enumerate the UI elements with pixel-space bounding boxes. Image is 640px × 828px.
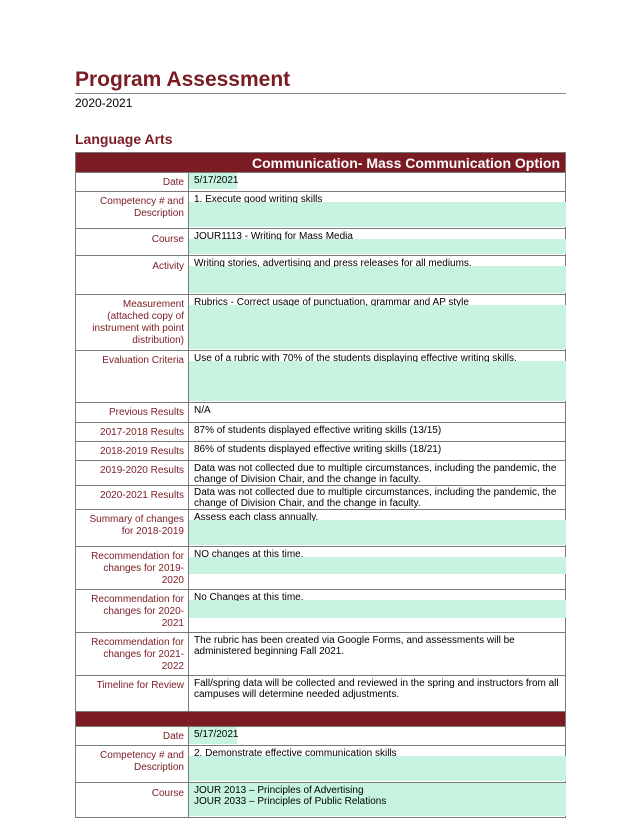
row-label-rec-2020-2021: Recommendation for changes for 2020-2021	[76, 590, 189, 633]
table-row	[76, 442, 566, 461]
row-label-previous: Previous Results	[76, 403, 189, 423]
table-row	[76, 746, 566, 783]
table-row	[76, 676, 566, 712]
row-label-competency: Competency # and Description	[76, 192, 189, 229]
row-value-previous: N/A	[189, 403, 566, 423]
row-value-activity: Writing stories, advertising and press releases for all mediums.	[189, 256, 566, 295]
title-divider	[75, 93, 566, 94]
row-value-2018-2019: 86% of students displayed effective writing skills (18/21)	[189, 442, 566, 461]
row-label-summary: Summary of changes for 2018-2019	[76, 510, 189, 547]
table-row	[76, 486, 566, 510]
row-label-rec-2021-2022: Recommendation for changes for 2021-2022	[76, 633, 189, 676]
table-row	[76, 590, 566, 633]
table-row	[76, 633, 566, 676]
row-value-competency-2: 2. Demonstrate effective communication skills	[189, 746, 566, 783]
table-row	[76, 403, 566, 423]
section-heading: Language Arts	[75, 131, 173, 147]
table-title: Communication- Mass Communication Option	[76, 153, 566, 173]
row-value-measurement: Rubrics - Correct usage of punctuation, grammar and AP style	[189, 295, 566, 351]
row-label-rec-2019-2020: Recommendation for changes for 2019-2020	[76, 547, 189, 590]
row-label-2019-2020: 2019-2020 Results	[76, 461, 189, 486]
row-label-activity: Activity	[76, 256, 189, 295]
row-value-timeline: Fall/spring data will be collected and reviewed in the spring and instructors from all campuses will determine needed adjustments.	[189, 676, 566, 712]
table-row	[76, 547, 566, 590]
assessment-table	[75, 152, 566, 818]
page-title: Program Assessment	[75, 68, 291, 91]
row-label-2018-2019: 2018-2019 Results	[76, 442, 189, 461]
table-row	[76, 256, 566, 295]
row-label-2020-2021: 2020-2021 Results	[76, 486, 189, 510]
row-label-measurement: Measurement (attached copy of instrument with point distribution)	[76, 295, 189, 351]
row-label-2017-2018: 2017-2018 Results	[76, 423, 189, 442]
table-row	[76, 783, 566, 818]
table-row	[76, 351, 566, 403]
table-row	[76, 510, 566, 547]
table-row	[76, 173, 566, 192]
row-label-timeline: Timeline for Review	[76, 676, 189, 712]
row-value-date: 5/17/2021	[189, 173, 566, 192]
row-value-rec-2021-2022: The rubric has been created via Google Forms, and assessments will be administered beginning Fall 2021.	[189, 633, 566, 676]
row-value-summary: Assess each class annually.	[189, 510, 566, 547]
table-row	[76, 229, 566, 256]
row-value-evaluation: Use of a rubric with 70% of the students displaying effective writing skills.	[189, 351, 566, 403]
row-value-rec-2020-2021: No Changes at this time.	[189, 590, 566, 633]
row-label-date: Date	[76, 173, 189, 192]
row-value-course: JOUR1113 - Writing for Mass Media	[189, 229, 566, 256]
table-row	[76, 423, 566, 442]
row-label-date-2: Date	[76, 727, 189, 746]
row-value-2019-2020: Data was not collected due to multiple circumstances, including the pandemic, the change of Division Chair, and the change in faculty.	[189, 461, 566, 486]
row-label-competency-2: Competency # and Description	[76, 746, 189, 783]
table-row	[76, 727, 566, 746]
row-value-competency: 1. Execute good writing skills	[189, 192, 566, 229]
table-row	[76, 295, 566, 351]
table-row	[76, 192, 566, 229]
row-label-evaluation: Evaluation Criteria	[76, 351, 189, 403]
academic-year: 2020-2021	[75, 96, 133, 110]
row-value-2020-2021: Data was not collected due to multiple circumstances, including the pandemic, the change of Division Chair, and the change in faculty.	[189, 486, 566, 510]
row-value-rec-2019-2020: NO changes at this time.	[189, 547, 566, 590]
row-label-course: Course	[76, 229, 189, 256]
row-value-course-2: JOUR 2013 – Principles of Advertising JOUR 2033 – Principles of Public Relations	[189, 783, 566, 818]
table-row	[76, 461, 566, 486]
row-value-2017-2018: 87% of students displayed effective writing skills (13/15)	[189, 423, 566, 442]
row-label-course-2: Course	[76, 783, 189, 818]
block-separator	[76, 712, 566, 727]
row-value-date-2: 5/17/2021	[189, 727, 566, 746]
